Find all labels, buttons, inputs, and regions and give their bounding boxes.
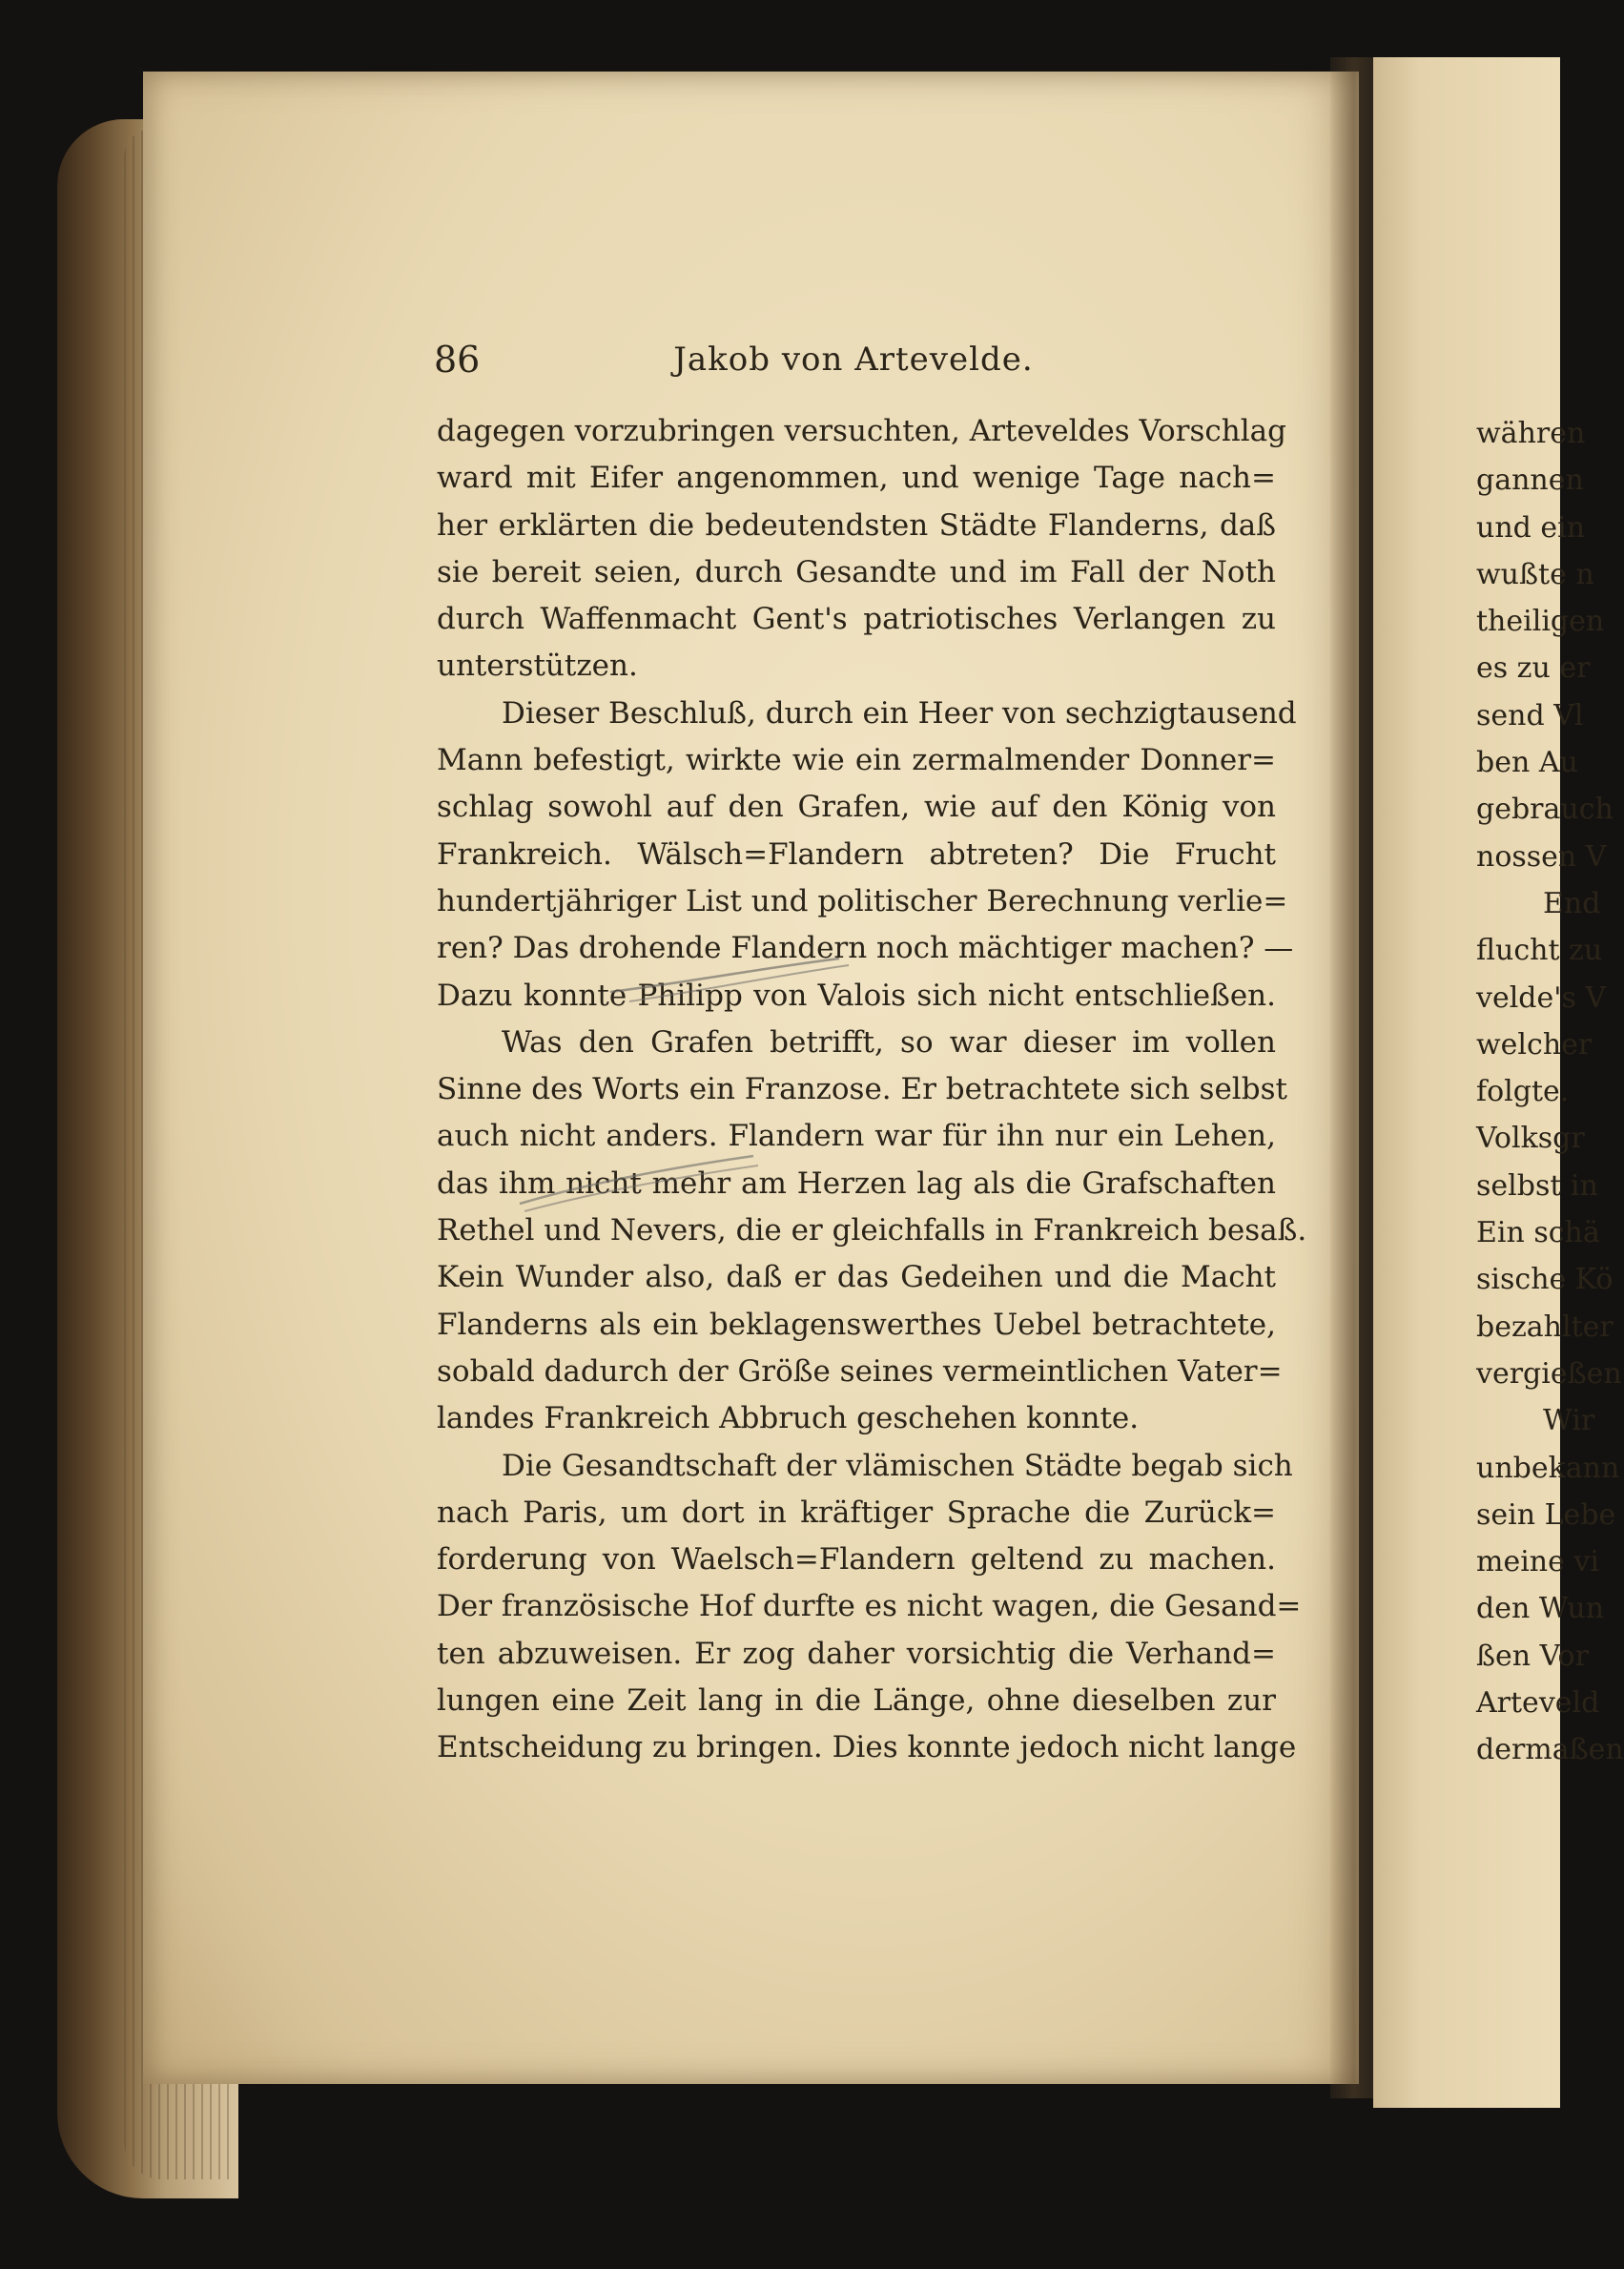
right-text-line: nossen V — [1476, 839, 1607, 874]
text-line: Mann befestigt, wirkte wie ein zermalmender Donner= — [437, 743, 1276, 778]
text-line: Frankreich. Wälsch=Flandern abtreten? Die Frucht — [437, 836, 1276, 872]
text-line: sobald dadurch der Größe seines vermeintlichen Vater= — [437, 1353, 1283, 1389]
right-text-line: dermaßen — [1476, 1733, 1624, 1767]
right-text-line: währen — [1476, 417, 1586, 450]
text-line: Rethel und Nevers, die er gleichfalls in Frankreich besaß. — [437, 1213, 1307, 1248]
right-text-line: gannen — [1476, 464, 1584, 498]
right-text-line: selbst in — [1476, 1168, 1598, 1203]
right-text-line: gebrauch — [1476, 793, 1614, 827]
right-text-line: vergießen — [1476, 1356, 1622, 1391]
right-text-line: flucht zu — [1476, 934, 1603, 968]
text-line: Was den Grafen betrifft, so war dieser im vollen — [502, 1024, 1276, 1060]
text-line: forderung von Waelsch=Flandern geltend zu machen. — [437, 1542, 1276, 1578]
text-line: ten abzuweisen. Er zog daher vorsichtig die Verhand= — [437, 1636, 1276, 1671]
right-text-line: meine vi — [1476, 1545, 1599, 1579]
right-text-line: unbekann — [1476, 1451, 1620, 1485]
right-text-line: Arteveld — [1476, 1686, 1600, 1721]
text-line: Flanderns als ein beklagenswerthes Uebel betrachtete, — [437, 1307, 1276, 1342]
right-text-line: ben Au — [1476, 746, 1578, 780]
text-line: dagegen vorzubringen versuchten, Arteveldes Vorschlag — [437, 414, 1286, 448]
text-line: nach Paris, um dort in kräftiger Sprache die Zurück= — [437, 1495, 1276, 1530]
text-line: landes Frankreich Abbruch geschehen konnte. — [437, 1401, 1140, 1436]
right-page-body — [1476, 410, 1624, 1774]
right-text-line: wußte n — [1476, 557, 1594, 591]
right-text-line: welcher — [1476, 1027, 1593, 1062]
text-line: Der französische Hof durfte es nicht wagen, die Gesand= — [437, 1589, 1302, 1624]
text-line: lungen eine Zeit lang in die Länge, ohne dieselben zur — [437, 1683, 1276, 1719]
right-text-line: Ein schä — [1476, 1216, 1600, 1250]
pencil-stroke — [610, 959, 839, 992]
text-line: schlag sowohl auf den Grafen, wie auf den König von — [437, 790, 1276, 825]
text-line: Sinne des Worts ein Franzose. Er betrachtete sich selbst — [437, 1072, 1287, 1107]
pencil-stroke — [520, 1156, 753, 1204]
text-line: ren? Das drohende Flandern noch mächtiger machen? — — [437, 931, 1294, 966]
right-text-line: es zu er — [1476, 651, 1591, 686]
text-line: das ihm nicht mehr am Herzen lag als die Grafschaften — [437, 1165, 1276, 1201]
right-text-line: Wir — [1543, 1404, 1595, 1438]
text-line: hundertjähriger List und politischer Berechnung verlie= — [437, 883, 1288, 918]
text-line: durch Waffenmacht Gent's patriotisches Verlangen zu — [437, 602, 1276, 637]
right-text-line: send Vl — [1476, 698, 1584, 732]
right-text-line: sische Kö — [1476, 1263, 1614, 1297]
text-line: Kein Wunder also, daß er das Gedeihen und die Macht — [437, 1260, 1276, 1295]
text-line: sie bereit seien, durch Gesandte und im Fall der Noth — [437, 554, 1276, 589]
right-text-line: und ein — [1476, 510, 1586, 545]
right-text-line: bezahlter — [1476, 1310, 1614, 1344]
text-line: Dazu konnte Philipp von Valois sich nicht entschließen. — [437, 978, 1276, 1013]
right-text-line: ßen Vor — [1476, 1639, 1589, 1673]
running-title: Jakob von Artevelde. — [673, 340, 1034, 379]
text-line: Dieser Beschluß, durch ein Heer von sechzigtausend — [502, 695, 1297, 731]
right-text-line: den Wun — [1476, 1592, 1605, 1626]
text-line: ward mit Eifer angenommen, und wenige Tage nach= — [437, 461, 1276, 496]
text-line: auch nicht anders. Flandern war für ihn nur ein Lehen, — [437, 1119, 1276, 1154]
text-line: her erklärten die bedeutendsten Städte Flanderns, daß — [437, 507, 1276, 543]
page-number: 86 — [434, 339, 481, 381]
text-line: Entscheidung zu bringen. Dies konnte jedoch nicht lange — [437, 1730, 1297, 1765]
right-text-line: theiligen — [1476, 605, 1605, 639]
text-line: unterstützen. — [437, 649, 638, 684]
pencil-stroke — [524, 1165, 758, 1211]
right-text-line: End — [1543, 886, 1601, 920]
right-text-line: sein Lebe — [1476, 1497, 1616, 1532]
right-text-line: velde's V — [1476, 980, 1607, 1015]
text-line: Die Gesandtschaft der vlämischen Städte begab sich — [502, 1448, 1293, 1483]
pencil-stroke — [629, 965, 849, 1001]
right-text-line: Volksgr — [1476, 1122, 1585, 1156]
right-text-line: folgte. — [1476, 1075, 1570, 1109]
